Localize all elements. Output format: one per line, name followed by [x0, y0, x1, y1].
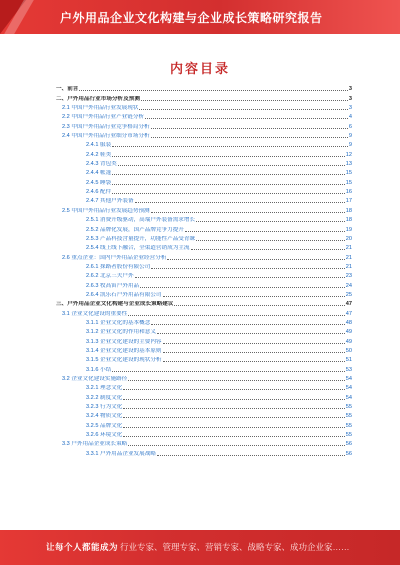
toc-entry[interactable] — [56, 402, 352, 411]
toc-entry[interactable] — [56, 355, 352, 364]
toc-entry[interactable] — [56, 308, 352, 317]
toc-entry[interactable] — [56, 299, 352, 308]
toc-leader-dots — [135, 202, 345, 203]
toc-entry-text: 2.4.6 配件 — [86, 189, 112, 196]
toc-entry-text: 2.4.3 背包类 — [86, 161, 117, 168]
toc-entry-text: 2.3 中国户外用品行业竞争格局分析 — [62, 123, 150, 130]
toc-entry-text: 3.2.1 理念文化 — [86, 385, 123, 392]
toc-page-number: 6 — [348, 123, 352, 130]
toc-leader-dots — [151, 128, 348, 129]
toc-leader-dots — [151, 268, 344, 269]
toc-page-number: 15 — [345, 179, 352, 186]
toc-entry-text: 3.2.5 品牌文化 — [86, 422, 123, 429]
toc-leader-dots — [112, 146, 348, 147]
toc-entry-text: 3.1.3 企业文化建设的主要内容 — [86, 338, 162, 345]
toc-entry[interactable] — [56, 168, 352, 177]
toc-leader-dots — [174, 305, 344, 306]
toc-leader-dots — [128, 445, 344, 446]
toc-page-number: 21 — [345, 263, 352, 270]
toc-entry-text: 一、前言 — [56, 86, 79, 93]
toc-page-number: 56 — [345, 450, 352, 457]
toc-entry[interactable] — [56, 121, 352, 130]
toc-entry[interactable] — [56, 112, 352, 121]
toc-page-number: 21 — [345, 254, 352, 261]
toc-leader-dots — [128, 380, 344, 381]
toc-entry[interactable] — [56, 448, 352, 457]
toc-entry[interactable] — [56, 318, 352, 327]
toc-leader-dots — [123, 389, 344, 390]
toc-page-number: 19 — [345, 226, 352, 233]
toc-entry[interactable] — [56, 392, 352, 401]
toc-page-number: 16 — [345, 189, 352, 196]
toc-entry-text: 2.5.2 品牌化发展，国产品牌竞争力提升 — [86, 226, 184, 233]
toc-entry-text: 三、户外用品企业文化构建与企业成长策略建议 — [56, 301, 174, 308]
toc-page-number: 49 — [345, 338, 352, 345]
toc-entry[interactable] — [56, 140, 352, 149]
toc-entry-text: 3.2.3 行为文化 — [86, 404, 123, 411]
toc-page-number: 53 — [345, 366, 352, 373]
toc-entry-text: 2.4.4 帐篷 — [86, 170, 112, 177]
toc-page-number: 15 — [345, 170, 352, 177]
toc-page-number: 25 — [345, 291, 352, 298]
toc-page-number: 24 — [345, 282, 352, 289]
toc-entry-text: 3.2.4 物质文化 — [86, 413, 123, 420]
toc-page-number: 13 — [345, 161, 352, 168]
toc-entry[interactable] — [56, 336, 352, 345]
toc-leader-dots — [151, 324, 344, 325]
toc-leader-dots — [123, 399, 344, 400]
toc-leader-dots — [135, 277, 345, 278]
toc-leader-dots — [112, 156, 345, 157]
toc-leader-dots — [191, 249, 345, 250]
toc-leader-dots — [196, 240, 345, 241]
toc-entry[interactable] — [56, 290, 352, 299]
toc-page-number: 56 — [345, 441, 352, 448]
toc-page-number: 55 — [345, 422, 352, 429]
toc-entry[interactable] — [56, 271, 352, 280]
toc-page-number: 12 — [345, 151, 352, 158]
toc-leader-dots — [163, 343, 345, 344]
toc-entry[interactable] — [56, 243, 352, 252]
toc-leader-dots — [112, 371, 345, 372]
toc-page-number: 47 — [345, 310, 352, 317]
toc-leader-dots — [112, 193, 345, 194]
toc-page-number: 23 — [345, 273, 352, 280]
toc-page-number: 21 — [345, 245, 352, 252]
toc-leader-dots — [163, 361, 345, 362]
toc-leader-dots — [185, 231, 345, 232]
toc-entry-text: 2.1 中国户外用品行业发展现状 — [62, 105, 139, 112]
footer-roles: 行业专家、管理专家、营销专家、战略专家、成功企业家…… — [120, 542, 350, 552]
toc-entry-text: 3.2.2 制度文化 — [86, 394, 123, 401]
toc-entry[interactable] — [56, 205, 352, 214]
toc-leader-dots — [128, 315, 344, 316]
toc-leader-dots — [157, 455, 345, 456]
toc-leader-dots — [141, 100, 348, 101]
toc-entry-text: 2.6.3 牧高笛户外用品 — [86, 282, 140, 289]
toc-entry-text: 3.2 企业文化建设实施路径 — [62, 376, 128, 382]
toc-entry[interactable] — [56, 430, 352, 439]
toc-leader-dots — [123, 417, 344, 418]
toc-page-number: 54 — [345, 394, 352, 401]
toc-leader-dots — [163, 352, 345, 353]
toc-leader-dots — [112, 174, 345, 175]
toc-leader-dots — [151, 137, 348, 138]
toc-page-number: 4 — [348, 114, 352, 121]
toc-leader-dots — [157, 333, 345, 334]
toc-heading: 内容目录 — [169, 61, 230, 76]
toc-entry[interactable] — [56, 280, 352, 289]
toc-page-number: 18 — [345, 207, 352, 214]
toc-leader-dots — [123, 427, 344, 428]
toc-entry[interactable] — [56, 187, 352, 196]
toc-entry-text: 2.5.1 消费升级驱动，高端户外装备需求增长 — [86, 217, 196, 224]
toc-entry[interactable] — [56, 103, 352, 112]
toc-entry[interactable] — [56, 346, 352, 355]
toc-entry-text: 3.1.6 小结 — [86, 366, 112, 373]
toc-entry[interactable] — [56, 327, 352, 336]
page-footer — [0, 530, 400, 565]
toc-page-number: 55 — [345, 404, 352, 411]
toc-entry[interactable] — [56, 159, 352, 168]
toc-leader-dots — [151, 212, 345, 213]
toc-entry-text: 2.4.1 服装 — [86, 142, 112, 149]
report-header — [0, 0, 400, 34]
toc-entry[interactable] — [56, 93, 352, 102]
toc-entry-text: 2.6.4 凯乐石户外用品有限公司 — [86, 291, 162, 298]
toc-entry[interactable] — [56, 383, 352, 392]
toc-entry[interactable] — [56, 177, 352, 186]
toc-entry-text: 2.5.4 线上线下融合，全渠道营销成为主流 — [86, 245, 190, 252]
toc-leader-dots — [112, 184, 345, 185]
toc-leader-dots — [140, 287, 345, 288]
toc-entry-text: 2.4.7 其他户外装备 — [86, 198, 134, 205]
toc-page-number: 48 — [345, 319, 352, 326]
toc-entry-text: 2.6.2 北京三夫户外 — [86, 273, 134, 280]
footer-slogan: 让每个人都能成为 — [46, 542, 119, 552]
toc-page-number: 20 — [345, 235, 352, 242]
toc-page-number: 51 — [345, 357, 352, 364]
toc-page-number: 54 — [345, 376, 352, 382]
toc-entry-text: 3.1 企业文化建设的重要性 — [62, 310, 128, 317]
toc-entry-text: 2.5 中国户外用品行业发展趋势预测 — [62, 207, 150, 214]
toc-page-number: 47 — [345, 301, 352, 308]
toc-entry[interactable] — [56, 420, 352, 429]
toc-entry-text: 3.1.4 企业文化建设的基本原则 — [86, 347, 162, 354]
toc-page-number: 9 — [348, 133, 352, 140]
toc-entry[interactable] — [56, 411, 352, 420]
toc-page-number: 3 — [348, 86, 352, 93]
toc-entry-text: 2.5.3 产品科技含量提升，功能性产品受青睐 — [86, 235, 196, 242]
toc-entry-text: 3.1.5 企业文化建设的现状分析 — [86, 357, 162, 364]
toc-leader-dots — [163, 296, 345, 297]
toc-page-number: 50 — [345, 347, 352, 354]
toc-entry[interactable] — [56, 149, 352, 158]
toc-leader-dots — [196, 221, 345, 222]
toc-entry[interactable] — [56, 196, 352, 205]
toc-entry-text: 2.4 中国户外用品行业细分市场分析 — [62, 133, 150, 140]
toc-leader-dots — [139, 109, 347, 110]
toc-leader-dots — [79, 90, 347, 91]
toc-page-number: 18 — [345, 217, 352, 224]
toc-entry-text: 2.6 重点企业：国内户外用品企业经营分析 — [62, 254, 167, 261]
toc-page-number: 54 — [345, 385, 352, 392]
toc-page-number: 17 — [345, 198, 352, 205]
toc-page-number: 3 — [348, 105, 352, 112]
toc-page-number: 9 — [348, 142, 352, 149]
toc-entry[interactable] — [56, 84, 352, 93]
toc-entry-text: 3.3.1 户外用品企业发展战略 — [86, 450, 156, 457]
toc-leader-dots — [145, 118, 348, 119]
report-title: 户外用品企业文化构建与企业成长策略研究报告 — [60, 11, 323, 25]
toc-entry-text: 二、户外用品行业市场分析及预测 — [56, 95, 140, 102]
toc-entry-text: 2.2 中国户外用品行业产业链分析 — [62, 114, 145, 121]
toc-entry-text: 3.2.6 环境文化 — [86, 432, 123, 439]
toc-entry-text: 3.1.1 企业文化的基本概念 — [86, 319, 151, 326]
toc-entry-text: 2.4.5 睡袋 — [86, 179, 112, 186]
toc-entry[interactable] — [56, 262, 352, 271]
toc-entry[interactable] — [56, 215, 352, 224]
toc-entry[interactable] — [56, 252, 352, 261]
table-of-contents — [56, 84, 352, 458]
toc-page-number: 3 — [348, 95, 352, 102]
toc-page-number: 55 — [345, 413, 352, 420]
toc-entry-text: 3.1.2 企业文化的作用和意义 — [86, 329, 156, 336]
toc-leader-dots — [123, 408, 344, 409]
toc-entry[interactable] — [56, 364, 352, 373]
toc-entry-text: 3.3 户外用品企业成长策略 — [62, 441, 128, 448]
toc-page-number: 49 — [345, 329, 352, 336]
toc-entry-text: 2.6.1 探路者股份有限公司 — [86, 263, 151, 270]
toc-leader-dots — [118, 165, 345, 166]
toc-entry[interactable] — [56, 374, 352, 383]
toc-entry[interactable] — [56, 439, 352, 448]
toc-page-number: 55 — [345, 432, 352, 439]
toc-entry[interactable] — [56, 131, 352, 140]
toc-entry[interactable] — [56, 224, 352, 233]
toc-leader-dots — [167, 259, 344, 260]
toc-entry-text: 2.4.2 鞋类 — [86, 151, 112, 158]
toc-leader-dots — [123, 436, 344, 437]
toc-entry[interactable] — [56, 234, 352, 243]
